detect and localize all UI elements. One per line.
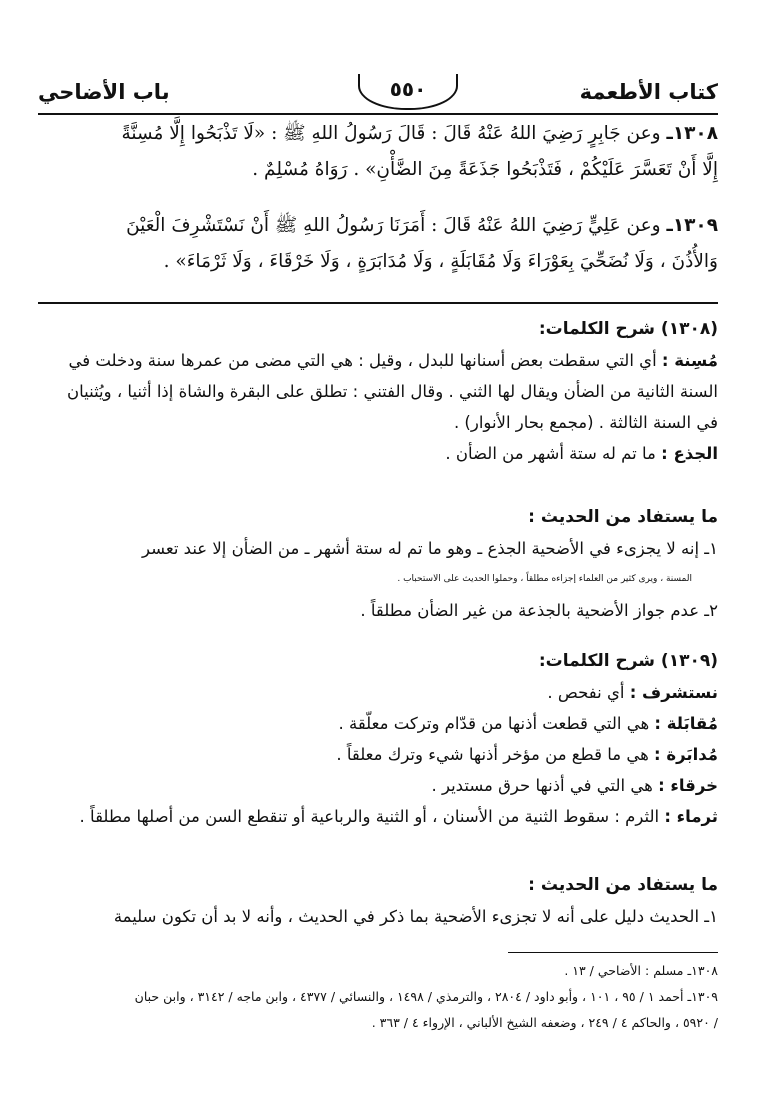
- benefit-text: ١ـ إنه لا يجزىء في الأضحية الجذع ـ وهو ما تم له ستة أشهر ـ من الضأن إلا عند تعسر: [142, 539, 718, 558]
- sharh-1309-section: [38, 646, 718, 832]
- footnotes: [38, 958, 718, 1036]
- term-label: مُقابَلة :: [654, 714, 718, 733]
- definition-text: هي ما قطع من مؤخر أذنها شيء وترك معلقاً .: [336, 745, 655, 764]
- section-heading: (١٣٠٩) شرح الكلمات:: [538, 651, 718, 671]
- hadith-text-line: إِلَّا أَنْ تَعَسَّرَ عَلَيْكُمْ ، فَتَذْبَحُوا جَذَعَةً مِنَ الضَّأْنِ» . رَوَاهُ مُسْلِمٌ .: [252, 159, 718, 180]
- section-heading: ما يستفاد من الحديث :: [528, 875, 718, 895]
- page-number: ٥٥٠: [358, 74, 458, 110]
- term-label: خرقاء :: [658, 776, 718, 795]
- term-label: الجذع :: [661, 444, 718, 463]
- hadith-number: ١٣٠٩ـ: [666, 215, 718, 236]
- fawaid-1309-section: [38, 870, 718, 932]
- term-label: مُدابَرة :: [654, 745, 718, 764]
- hadith-1309: [38, 208, 718, 280]
- section-heading: ما يستفاد من الحديث :: [528, 507, 718, 527]
- benefit-text: ١ـ الحديث دليل على أنه لا تجزىء الأضحية بما ذكر في الحديث ، وأنه لا بد أن تكون سليمة: [113, 907, 718, 926]
- term-label: مُسِنة :: [661, 351, 718, 370]
- section-heading: (١٣٠٨) شرح الكلمات:: [538, 319, 718, 339]
- definition-text: في السنة الثالثة . (مجمع بحار الأنوار) .: [453, 413, 718, 432]
- benefit-text: ٢ـ عدم جواز الأضحية بالجذعة من غير الضأن مطلقاً .: [360, 601, 718, 620]
- chapter-title: باب الأضاحي: [38, 80, 170, 104]
- header-divider: [38, 113, 718, 115]
- fawaid-1308-section: [38, 502, 718, 626]
- hadith-text-line: وعن عَلِيٍّ رَضِيَ اللهُ عَنْهُ قَالَ : أَمَرَنَا رَسُولُ اللهِ ﷺ أَنْ نَسْتَشْرِفَ الْعَيْنَ: [126, 215, 661, 236]
- definition-text: ما تم له ستة أشهر من الضأن .: [445, 444, 662, 463]
- term-label: ثرماء :: [664, 807, 718, 826]
- footnote-divider: [508, 952, 718, 953]
- definition-text: هي التي قطعت أذنها من قدّام وتركت معلّقة .: [338, 714, 655, 733]
- book-title: كتاب الأطعمة: [579, 80, 718, 104]
- footnote-1308: ١٣٠٨ـ مسلم : الأضاحي / ١٣ .: [564, 963, 718, 978]
- page-header: [38, 74, 718, 114]
- hadith-text-line: وعن جَابِرٍ رَضِيَ اللهُ عَنْهُ قَالَ : قَالَ رَسُولُ اللهِ ﷺ : «لَا تَذْبَحُوا إِلَّا مُسِنَّةً: [121, 123, 661, 144]
- benefit-text: المسنة ، ويرى كثير من العلماء إجزاءه مطلقاً ، وحملوا الحديث على الاستحباب .: [397, 574, 692, 584]
- definition-text: السنة الثانية من الضأن ويقال لها الثني . وقال الفتني : تطلق على البقرة والشاة إذا أثنيا ، ويُثنيان: [66, 382, 718, 401]
- footnote-1309: ١٣٠٩ـ أحمد ١ / ٩٥ ، ١٠١ ، وأبو داود / ٢٨٠٤ ، والترمذي / ١٤٩٨ ، والنسائي / ٤٣٧٧ ، وابن ماجه / ٣١٤٢ ، وابن حبان: [134, 989, 718, 1004]
- hadith-1308: [38, 116, 718, 188]
- text-commentary-divider: [38, 302, 718, 304]
- definition-text: هي التي في أذنها حرق مستدير .: [431, 776, 659, 795]
- hadith-number: ١٣٠٨ـ: [666, 123, 718, 144]
- definition-text: الثرم : سقوط الثنية من الأسنان ، أو الثنية والرباعية أو تنقطع السن من أصلها مطلقاً .: [79, 807, 665, 826]
- definition-text: أي نفحص .: [547, 683, 630, 702]
- sharh-1308-section: [38, 314, 718, 469]
- footnote-1309-continued: / ٥٩٢٠ ، والحاكم ٤ / ٢٤٩ ، وضعفه الشيخ الألباني ، الإرواء ٤ / ٣٦٣ .: [371, 1015, 718, 1030]
- term-label: نستشرف :: [629, 683, 718, 702]
- definition-text: أي التي سقطت بعض أسنانها للبدل ، وقيل : هي التي مضى من عمرها سنة ودخلت في: [68, 351, 662, 370]
- hadith-text-line: وَالأُذُنَ ، وَلَا نُضَحِّيَ بِعَوْرَاءَ وَلَا مُقَابَلَةٍ ، وَلَا مُدَابَرَةٍ ، وَلَا خَرْقَاءَ ، وَلَا ثَرْمَاءَ» .: [163, 251, 718, 272]
